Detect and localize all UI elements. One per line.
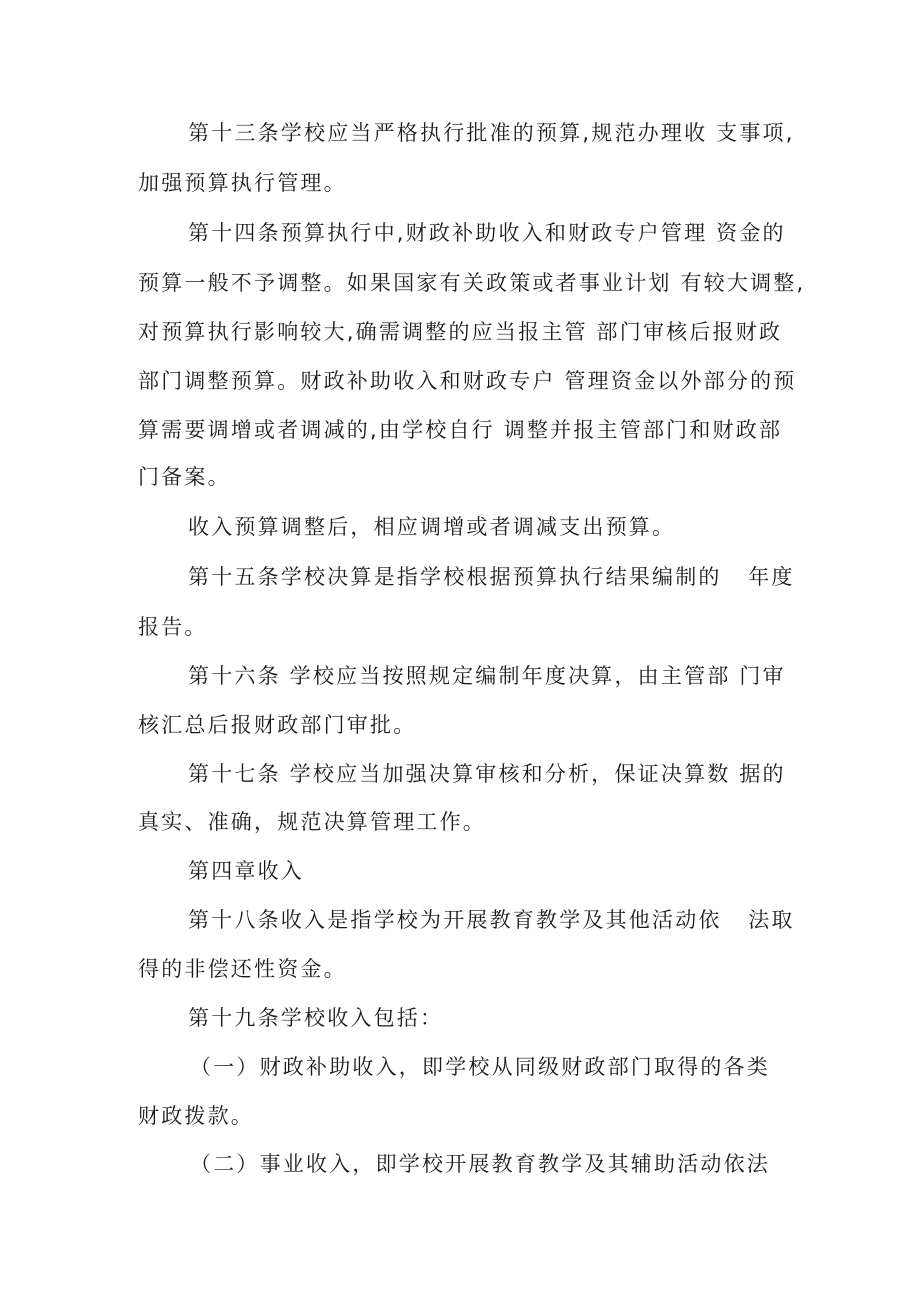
paragraph-line: 预算一般不予调整。如果国家有关政策或者事业计划 有较大调整, bbox=[138, 271, 806, 295]
paragraph-line: 得的非偿还性资金。 bbox=[138, 957, 347, 981]
paragraph-line: 第十五条学校决算是指学校根据预算执行结果编制的 年度 bbox=[188, 565, 795, 589]
paragraph-line: 算需要调增或者调减的,由学校自行 调整并报主管部门和财政部 bbox=[138, 418, 783, 442]
paragraph-line: （二）事业收入，即学校开展教育教学及其辅助活动依法 bbox=[190, 1152, 770, 1176]
paragraph-line: 核汇总后报财政部门审批。 bbox=[138, 713, 417, 737]
paragraph-line: 门备案。 bbox=[138, 465, 231, 489]
chapter-title: 第四章收入 bbox=[188, 859, 304, 883]
paragraph-line: 财政拨款。 bbox=[138, 1104, 254, 1128]
paragraph-line: 真实、准确，规范决算管理工作。 bbox=[138, 810, 486, 834]
paragraph-line: 第十三条学校应当严格执行批准的预算,规范办理收 支事项, bbox=[188, 121, 795, 145]
paragraph-line: 收入预算调整后，相应调增或者调减支出预算。 bbox=[188, 515, 676, 539]
paragraph-line: 部门调整预算。财政补助收入和财政专户 管理资金以外部分的预 bbox=[138, 369, 797, 393]
paragraph-line: 对预算执行影响较大,确需调整的应当报主管 部门审核后报财政 bbox=[138, 320, 783, 344]
paragraph-line: 第十八条收入是指学校为开展教育教学及其他活动依 法取 bbox=[188, 908, 795, 932]
paragraph-line: 第十九条学校收入包括： bbox=[188, 1006, 444, 1030]
paragraph-line: 第十六条 学校应当按照规定编制年度决算，由主管部 门审 bbox=[188, 664, 786, 688]
paragraph-line: 报告。 bbox=[138, 615, 208, 639]
paragraph-line: （一）财政补助收入，即学校从同级财政部门取得的各类 bbox=[190, 1055, 770, 1079]
paragraph-line: 第十四条预算执行中,财政补助收入和财政专户管理 资金的 bbox=[188, 221, 786, 245]
paragraph-line: 第十七条 学校应当加强决算审核和分析，保证决算数 据的 bbox=[188, 762, 786, 786]
paragraph-line: 加强预算执行管理。 bbox=[138, 171, 347, 195]
